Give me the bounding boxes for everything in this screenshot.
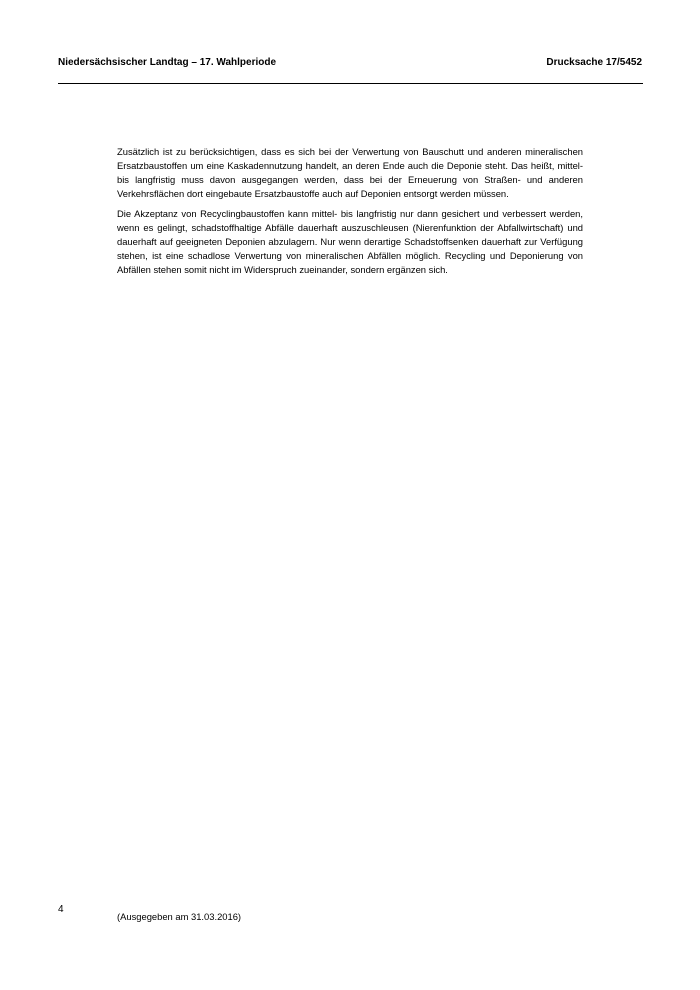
header-parliament-title: Niedersächsischer Landtag – 17. Wahlperiode (58, 57, 277, 68)
body-paragraph-2: Die Akzeptanz von Recyclingbaustoffen kann mittel- bis langfristig nur dann gesichert und verbessert werden, wenn es gelingt, schadstoffhaltige Abfälle dauerhaft auszuschleusen (Nierenfunktion der Abfallwirtschaft) und dauerhaft auf geeigneten Deponien abzulagern. Nur wenn derartige Schadstoffsenken dauerhaft zur Verfügung stehen, ist eine schadlose Verwertung von mineralischen Abfällen möglich. Recycling und Deponierung von Abfällen stehen somit nicht im Widerspruch zueinander, sondern ergänzen sich. (117, 208, 583, 275)
body-paragraph-1: Zusätzlich ist zu berücksichtigen, dass es sich bei der Verwertung von Bauschutt und anderen mineralischen Ersatzbaustoffen um eine Kaskadennutzung handelt, an deren Ende auch die Deponie steht. Das heißt, mittel- bis langfristig muss davon ausgegangen werden, dass bei der Erneuerung von Straßen- und anderen Verkehrsflächen dort eingebaute Ersatzbaustoffe auch auf Deponien entsorgt werden müssen. (117, 146, 583, 199)
header-divider (58, 83, 643, 84)
page-header (58, 57, 642, 71)
header-document-number: Drucksache 17/5452 (546, 57, 642, 68)
issued-date-note: (Ausgegeben am 31.03.2016) (117, 911, 242, 922)
document-body (117, 145, 583, 283)
page-number: 4 (58, 904, 64, 915)
